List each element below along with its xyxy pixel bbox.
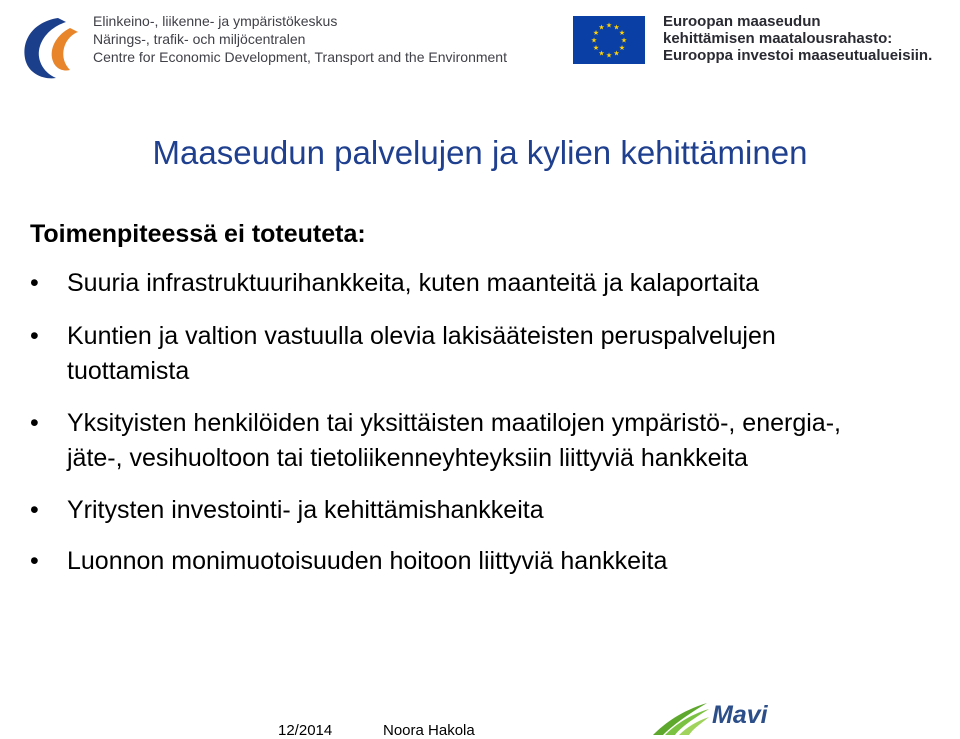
- eu-star-icon: ★: [598, 24, 605, 32]
- eu-star-icon: ★: [605, 22, 613, 30]
- list-item-text-continued: tuottamista: [67, 357, 190, 385]
- list-item-text: Suuria infrastruktuurihankkeita, kuten maanteitä ja kalaportaita: [67, 269, 760, 297]
- eu-star-icon: ★: [592, 30, 600, 37]
- list-item-text: Yksityisten henkilöiden tai yksittäisten maatilojen ympäristö-, energia-,: [67, 409, 841, 437]
- footer-date: 12/2014: [278, 722, 333, 739]
- eu-line-1: Euroopan maaseudun: [663, 13, 821, 30]
- list-item-text: Kuntien ja valtion vastuulla olevia lakisääteisten peruspalvelujen: [67, 322, 776, 350]
- mavi-brand-text: Mavi: [712, 701, 768, 729]
- eu-star-icon: ★: [590, 37, 598, 45]
- eu-star-icon: ★: [618, 30, 626, 37]
- eu-fund-text: [663, 13, 932, 64]
- footer-author: Noora Hakola: [383, 722, 475, 739]
- list-item-text-continued: jäte-, vesihuoltoon tai tietoliikenneyhteyksiin liittyviä hankkeita: [67, 444, 748, 472]
- eu-line-2: kehittämisen maatalousrahasto:: [663, 30, 893, 47]
- eu-star-icon: ★: [620, 37, 628, 45]
- page-title: Maaseudun palvelujen ja kylien kehittäminen: [152, 134, 808, 171]
- ely-line-en: Centre for Economic Development, Transport and the Environment: [93, 49, 507, 65]
- ely-line-sv: Närings-, trafik- och miljöcentralen: [93, 31, 306, 47]
- eu-line-3: Eurooppa investoi maaseutualueisiin.: [663, 47, 933, 64]
- eu-star-icon: ★: [613, 24, 620, 32]
- eu-star-icon: ★: [592, 45, 600, 52]
- list-item-text: Luonnon monimuotoisuuden hoitoon liittyviä hankkeita: [67, 547, 668, 575]
- eu-star-icon: ★: [605, 52, 613, 60]
- eu-star-icon: ★: [613, 50, 620, 58]
- eu-star-icon: ★: [598, 50, 605, 58]
- ely-logo: [18, 12, 80, 82]
- eu-star-icon: ★: [618, 45, 626, 52]
- eu-flag-icon: [573, 16, 645, 64]
- list-item-text: Yritysten investointi- ja kehittämishankkeita: [67, 496, 544, 524]
- ely-text-block: [93, 12, 507, 66]
- ely-line-fi: Elinkeino-, liikenne- ja ympäristökeskus: [93, 13, 338, 29]
- section-subtitle: Toimenpiteessä ei toteuteta:: [30, 220, 366, 248]
